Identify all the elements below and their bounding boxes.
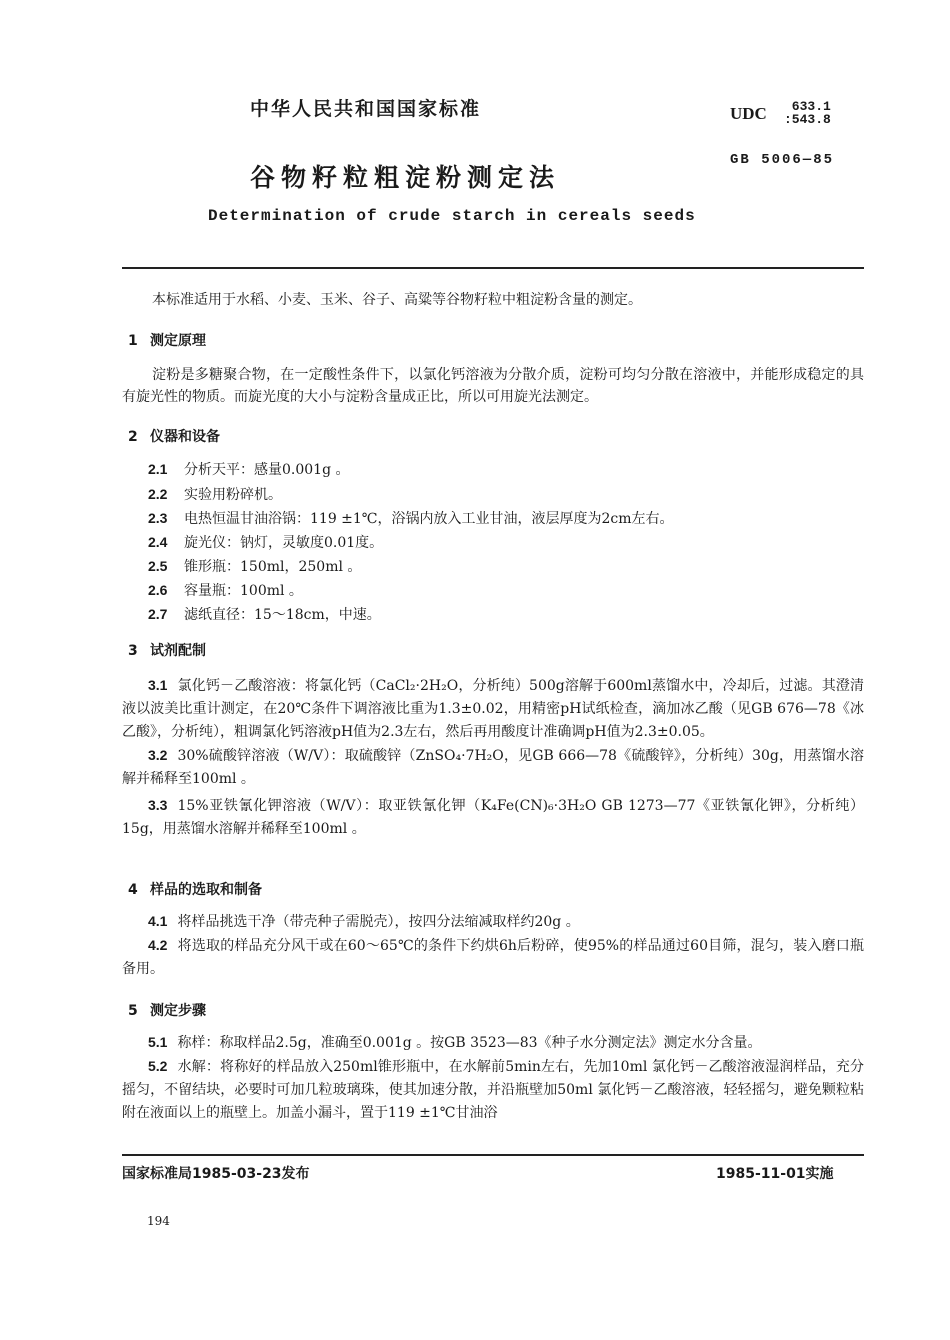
udc-codes (784, 100, 831, 126)
issue-date: 国家标准局1985-03-23发布 (122, 1166, 310, 1182)
intro-paragraph: 本标准适用于水稻、小麦、玉米、谷子、高粱等谷物籽粒中粗淀粉含量的测定。 (152, 292, 642, 308)
effective-date: 1985-11-01实施 (716, 1166, 834, 1182)
list-item: 2.6 容量瓶：100ml 。 (148, 582, 303, 599)
clause-4-2: 4.2 将选取的样品充分风干或在60～65℃的条件下约烘6h后粉碎，使95%的样品通过60目筛，混匀，装入磨口瓶备用。 (122, 937, 864, 977)
section-heading-2: 2 仪器和设备 (128, 429, 220, 445)
clause-3-1: 3.1 氯化钙－乙酸溶液：将氯化钙（CaCl₂·2H₂O，分析纯）500g溶解于600ml蒸馏水中，冷却后，过滤。其澄清液以波美比重计测定，在20℃条件下调溶液比重为1.3±0.02，用精密pH试纸检查，滴加冰乙酸（见GB 676—78《冰乙酸》，分析纯），粗调氯化钙溶液pH值为2.3左右，然后再用酸度计准确调pH值为2.3±0.05。 (122, 677, 864, 740)
udc-code-line-1: 633.1 (791, 99, 831, 114)
document-title: 谷物籽粒粗淀粉测定法 (250, 163, 561, 192)
standard-category-title: 中华人民共和国国家标准 (250, 98, 482, 120)
english-title: Determination of crude starch in cereals seeds (208, 207, 696, 225)
udc-label: UDC (730, 104, 767, 123)
footer-divider (122, 1154, 864, 1156)
list-item: 2.3 电热恒温甘油浴锅：119 ±1℃，浴锅内放入工业甘油，液层厚度为2cm左右。 (148, 510, 674, 527)
header-divider (122, 267, 864, 269)
section-heading-4: 4 样品的选取和制备 (128, 882, 262, 898)
section-heading-3: 3 试剂配制 (128, 643, 206, 659)
list-item: 2.5 锥形瓶：150ml，250ml 。 (148, 558, 362, 575)
page-number: 194 (147, 1214, 170, 1228)
clause-3-2: 3.2 30%硫酸锌溶液（W/V）：取硫酸锌（ZnSO₄·7H₂O，见GB 666—78《硫酸锌》，分析纯）30g，用蒸馏水溶解并稀释至100ml 。 (122, 747, 864, 787)
list-item: 2.1 分析天平：感量0.001g 。 (148, 461, 350, 478)
clause-3-3: 3.3 15%亚铁氰化钾溶液（W/V）：取亚铁氰化钾（K₄Fe(CN)₆·3H₂O GB 1273—77《亚铁氰化钾》，分析纯）15g，用蒸馏水溶解并稀释至100ml 。 (122, 797, 864, 837)
gb-standard-code: GB 5006—85 (730, 152, 835, 168)
section-1-text: 淀粉是多糖聚合物，在一定酸性条件下，以氯化钙溶液为分散介质，淀粉可均匀分散在溶液中，并能形成稳定的具有旋光性的物质。而旋光度的大小与淀粉含量成正比，所以可用旋光法测定。 (122, 367, 864, 405)
list-item: 2.2 实验用粉碎机。 (148, 486, 282, 503)
clause-4-1: 4.1 将样品挑选干净（带壳种子需脱壳），按四分法缩减取样约20g 。 (148, 913, 580, 930)
section-heading-5: 5 测定步骤 (128, 1003, 206, 1019)
clause-5-2: 5.2 水解：将称好的样品放入250ml锥形瓶中，在水解前5min左右，先加10ml 氯化钙－乙酸溶液湿润样品，充分摇匀，不留结块，必要时可加几粒玻璃珠，使其加速分散，并沿瓶壁加50ml 氯化钙－乙酸溶液，轻轻摇匀，避免颗粒粘附在液面以上的瓶壁上。加盖小漏斗，置于119 ±1℃甘油浴 (122, 1058, 864, 1121)
list-item: 2.7 滤纸直径：15～18cm，中速。 (148, 606, 381, 623)
udc-code-line-2: :543.8 (784, 112, 831, 127)
clause-5-1: 5.1 称样：称取样品2.5g，准确至0.001g 。按GB 3523—83《种子水分测定法》测定水分含量。 (148, 1034, 762, 1051)
list-item: 2.4 旋光仪：钠灯，灵敏度0.01度。 (148, 534, 384, 551)
section-heading-1: 1 测定原理 (128, 333, 206, 349)
